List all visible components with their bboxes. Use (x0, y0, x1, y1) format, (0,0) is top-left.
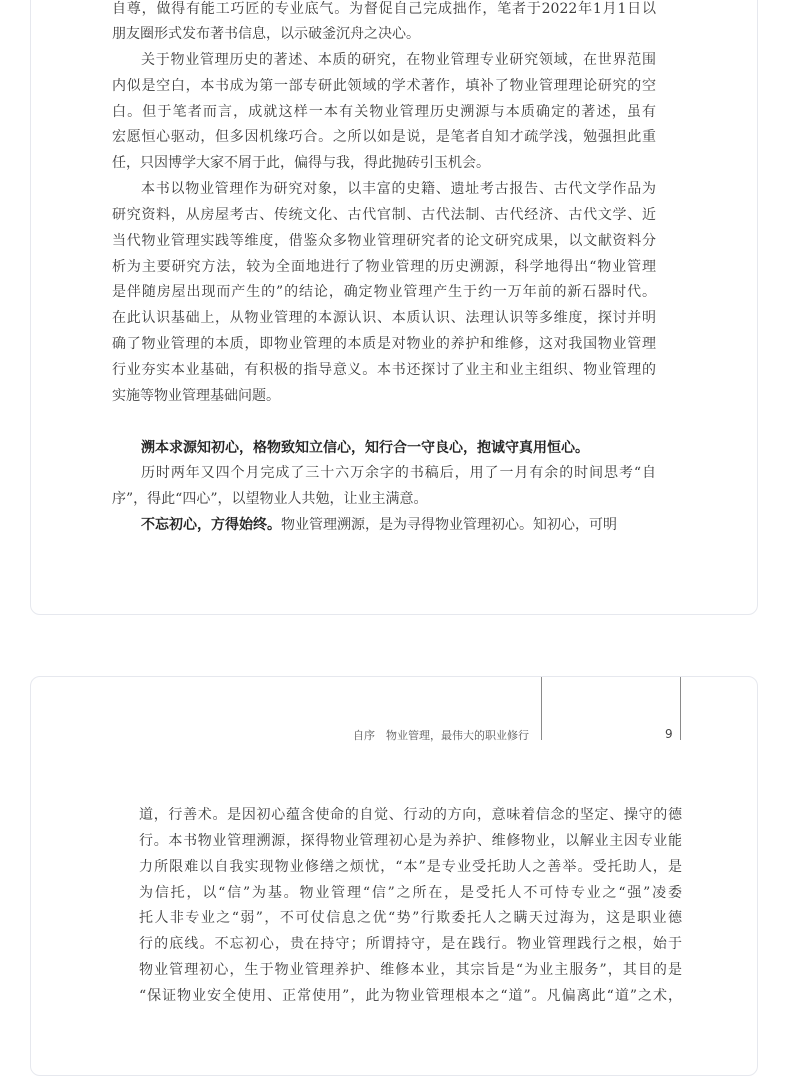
text-line: 自尊，做得有能工巧匠的专业底气。为督促自己完成拙作，笔者于2022年1月1日以 (112, 1, 656, 17)
bold-lead: 不忘初心，方得始终。 (141, 517, 281, 533)
text-line: 道，行善术。是因初心蕴含使命的自觉、行动的方向，意味着信念的坚定、操守的德 (139, 807, 682, 823)
text-line: 历时两年又四个月完成了三十六万余字的书稿后，用了一月有余的时间思考“自 (141, 465, 656, 481)
motto-heading: 溯本求源知初心，格物致知立信心，知行合一守良心，抱诚守真用恒心。 (141, 440, 589, 456)
header-divider (541, 677, 542, 740)
document-page-9 (30, 676, 758, 1076)
text-line: 任，只因博学大家不屑于此，偏得与我，得此抛砖引玉机会。 (112, 155, 490, 171)
text-line: “保证物业安全使用、正常使用”，此为物业管理根本之“道”。凡偏离此“道”之术， (139, 988, 682, 1004)
text-line: 实施等物业管理基础问题。 (112, 388, 280, 404)
header-divider (680, 677, 681, 740)
text-line: 行业夯实本业基础，有积极的指导意义。本书还探讨了业主和业主组织、物业管理的 (112, 362, 656, 378)
text-line: 朋友圈形式发布著书信息，以示破釜沉舟之决心。 (112, 26, 420, 42)
text-line: 确了物业管理的本质，即物业管理的本质是对物业的养护和维修，这对我国物业管理 (112, 336, 656, 352)
text-line: 托人非专业之“弱”，不可仗信息之优“势”行欺委托人之瞒天过海为，这是职业德 (139, 910, 682, 926)
text-line: 当代物业管理实践等维度，借鉴众多物业管理研究者的论文研究成果，以文献资料分 (112, 233, 656, 249)
text-line: 行。本书物业管理溯源，探得物业管理初心是为养护、维修物业，以解业主因专业能 (139, 833, 682, 849)
text-line: 研究资料，从房屋考古、传统文化、古代官制、古代法制、古代经济、古代文学、近 (112, 207, 656, 223)
page-number: 9 (665, 727, 673, 741)
text-line: 析为主要研究方法，较为全面地进行了物业管理的历史溯源，科学地得出“物业管理 (112, 259, 656, 275)
text-line: 内似是空白，本书成为第一部专研此领域的学术著作，填补了物业管理理论研究的空 (112, 78, 656, 94)
text-line: 序”，得此“四心”，以望物业人共勉，让业主满意。 (112, 491, 428, 507)
text-line: 为信托，以“信”为基。物业管理“信”之所在，是受托人不可恃专业之“强”凌委 (139, 885, 682, 901)
text-line: 本书以物业管理作为研究对象，以丰富的史籍、遗址考古报告、古代文学作品为 (141, 181, 656, 197)
text-line: 是伴随房屋出现而产生的”的结论，确定物业管理产生于约一万年前的新石器时代。 (112, 284, 656, 300)
text-line: 白。但于笔者而言，成就这样一本有关物业管理历史溯源与本质确定的著述，虽有 (112, 104, 656, 120)
text-line: 宏愿恒心驱动，但多因机缘巧合。之所以如是说，是笔者自知才疏学浅，勉强担此重 (112, 129, 656, 145)
text-line: 关于物业管理历史的著述、本质的研究，在物业管理专业研究领域，在世界范围 (141, 52, 656, 68)
text-line: 力所限难以自我实现物业修缮之烦忧，“本”是专业受托助人之善举。受托助人，是 (139, 859, 682, 875)
text-line: 行的底线。不忘初心，贵在持守；所谓持守，是在践行。物业管理践行之根，始于 (139, 936, 682, 952)
text-line (141, 515, 656, 535)
running-title: 自序 物业管理，最伟大的职业修行 (353, 729, 529, 742)
text-line: 在此认识基础上，从物业管理的本源认识、本质认识、法理认识等多维度，探讨并明 (112, 310, 656, 326)
text-line: 物业管理初心，生于物业管理养护、维修本业，其宗旨是“为业主服务”，其目的是 (139, 962, 682, 978)
document-page-8 (30, 0, 758, 615)
text-rest: 物业管理溯源，是为寻得物业管理初心。知初心，可明 (281, 517, 617, 533)
